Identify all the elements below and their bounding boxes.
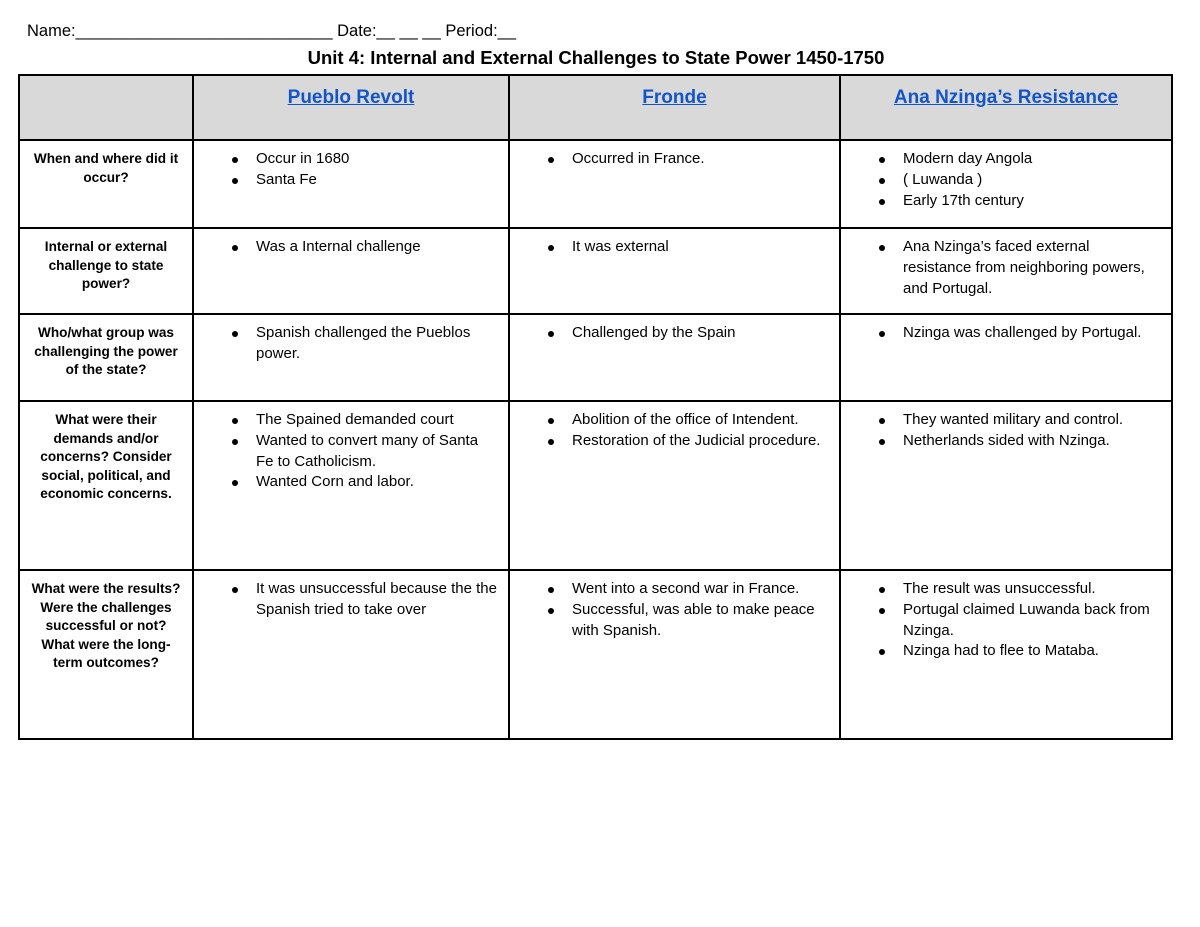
- table-row: [19, 401, 1172, 570]
- table-header-row: [19, 75, 1172, 140]
- list-item: Successful, was able to make peace with Spanish.: [528, 600, 829, 642]
- list-item: Occur in 1680: [212, 149, 498, 170]
- cell-list: [841, 402, 1171, 452]
- page-title: Unit 4: Internal and External Challenges to State Power 1450-1750: [307, 47, 885, 68]
- cell-list: [841, 229, 1171, 299]
- cell-list: [194, 315, 508, 365]
- column-link-ana-nzinga[interactable]: Ana Nzinga’s Resistance: [893, 87, 1119, 108]
- cell-list: [510, 141, 839, 170]
- row-question: Internal or external challenge to state power?: [19, 228, 193, 314]
- list-item: Portugal claimed Luwanda back from Nzinga.: [859, 600, 1161, 642]
- column-link-pueblo-revolt[interactable]: Pueblo Revolt: [287, 87, 415, 108]
- list-item: Nzinga was challenged by Portugal.: [859, 323, 1161, 344]
- table-row: [19, 570, 1172, 739]
- column-link-fronde[interactable]: Fronde: [642, 87, 707, 108]
- list-item: The result was unsuccessful.: [859, 579, 1161, 600]
- list-item: ( Luwanda ): [859, 170, 1161, 191]
- cell-list: [194, 141, 508, 191]
- list-item: Spanish challenged the Pueblos power.: [212, 323, 498, 365]
- list-item: Netherlands sided with Nzinga.: [859, 431, 1161, 452]
- list-item: Modern day Angola: [859, 149, 1161, 170]
- list-item: Wanted Corn and labor.: [212, 472, 498, 493]
- cell-list: [841, 141, 1171, 211]
- row-question: When and where did it occur?: [19, 140, 193, 228]
- list-item: Went into a second war in France.: [528, 579, 829, 600]
- list-item: Ana Nzinga’s faced external resistance from neighboring powers, and Portugal.: [859, 237, 1161, 299]
- table-row: [19, 140, 1172, 228]
- cell-list: [510, 402, 839, 452]
- list-item: It was external: [528, 237, 829, 258]
- list-item: Occurred in France.: [528, 149, 829, 170]
- list-item: They wanted military and control.: [859, 410, 1161, 431]
- row-question: What were the results? Were the challenges successful or not? What were the long-term outcomes?: [19, 570, 193, 739]
- cell-list: [510, 571, 839, 641]
- list-item: Restoration of the Judicial procedure.: [528, 431, 829, 452]
- challenges-table: [18, 74, 1173, 740]
- cell-list: [510, 315, 839, 344]
- cell-list: [194, 229, 508, 258]
- row-question: Who/what group was challenging the power of the state?: [19, 314, 193, 401]
- list-item: Was a Internal challenge: [212, 237, 498, 258]
- list-item: Early 17th century: [859, 191, 1161, 212]
- cell-list: [194, 402, 508, 493]
- list-item: Abolition of the office of Intendent.: [528, 410, 829, 431]
- name-date-period-line: Name:____________________________ Date:__ __ __ Period:__: [27, 22, 517, 40]
- row-question: What were their demands and/or concerns? Consider social, political, and economic concerns.: [19, 401, 193, 570]
- list-item: Challenged by the Spain: [528, 323, 829, 344]
- table-row: [19, 228, 1172, 314]
- list-item: It was unsuccessful because the the Spanish tried to take over: [212, 579, 498, 621]
- cell-list: [510, 229, 839, 258]
- cell-list: [841, 571, 1171, 662]
- list-item: Nzinga had to flee to Mataba.: [859, 641, 1161, 662]
- cell-list: [841, 315, 1171, 344]
- header-empty-cell: [19, 75, 193, 140]
- list-item: The Spained demanded court: [212, 410, 498, 431]
- list-item: Santa Fe: [212, 170, 498, 191]
- list-item: Wanted to convert many of Santa Fe to Catholicism.: [212, 431, 498, 473]
- table-row: [19, 314, 1172, 401]
- cell-list: [194, 571, 508, 621]
